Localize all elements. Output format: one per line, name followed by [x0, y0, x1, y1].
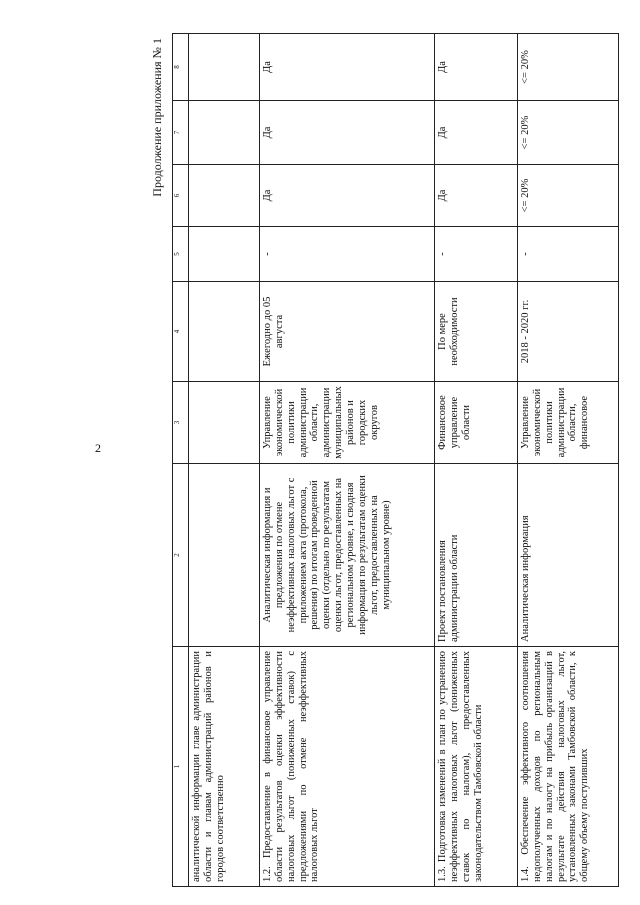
value-cell-5: -	[260, 227, 435, 282]
deadline-cell: Ежегодно до 05 августа	[260, 282, 435, 382]
result-form-cell: Аналитическая информация	[518, 464, 619, 647]
value-cell-7: Да	[260, 101, 435, 165]
value-cell-7	[189, 101, 260, 165]
deadline-cell	[189, 282, 260, 382]
value-cell-7: <= 20%	[518, 101, 619, 165]
measure-cell: 1.2. Предоставление в финансовое управление области результатов оценки эффективности налоговых льгот (пониженных ставок) с предложениями по отмене неэффективных налоговых льгот	[260, 647, 435, 887]
value-cell-6	[189, 165, 260, 227]
result-form-cell	[189, 464, 260, 647]
rotated-page-content	[150, 34, 640, 887]
result-form-cell: Проект постановления администрации области	[435, 464, 518, 647]
measures-table	[172, 33, 619, 887]
measure-cell: 1.3. Подготовка изменений в план по устранению неэффективных налоговых льгот (пониженных ставок по налогам), предоставленных законодательством Тамбовской области	[435, 647, 518, 887]
value-cell-8	[189, 34, 260, 101]
value-cell-8: <= 20%	[518, 34, 619, 101]
value-cell-5	[189, 227, 260, 282]
header-col-8: 8	[173, 34, 189, 101]
header-col-3: 3	[173, 382, 189, 464]
table-row	[260, 34, 435, 887]
table-row	[189, 34, 260, 887]
responsible-cell: Управление экономической политики администрации области, финансовое	[518, 382, 619, 464]
table-row	[435, 34, 518, 887]
value-cell-5: -	[518, 227, 619, 282]
header-col-2: 2	[173, 464, 189, 647]
header-col-7: 7	[173, 101, 189, 165]
responsible-cell: Финансовое управление области	[435, 382, 518, 464]
value-cell-5: -	[435, 227, 518, 282]
header-col-4: 4	[173, 282, 189, 382]
result-form-cell: Аналитическая информация и предложения по отмене неэффективных налоговых льгот с приложением акта (протокола, решения) по итогам проведенной оценки (отдельно по результатам оценки льгот, предоставленных на региональном уровне, и сводная информация по результатам оценки льгот, предоставленных на муниципальном уровне)	[260, 464, 435, 647]
measure-cell: 1.4. Обеспечение эффективного соотношения недополученных доходов по региональным налогам и по налогу на прибыль организаций в результате действия налоговых льгот, установленных законами Тамбовской области, к общему объему поступивших	[518, 647, 619, 887]
value-cell-6: Да	[435, 165, 518, 227]
measure-cell: аналитической информации главе администрации области и главам администраций районов и городов соответственно	[189, 647, 260, 887]
header-col-1: 1	[173, 647, 189, 887]
deadline-cell: 2018 - 2020 гг.	[518, 282, 619, 382]
responsible-cell: Управление экономической политики администрации области, администрации муниципальных районов и городских округов	[260, 382, 435, 464]
header-row	[173, 34, 189, 887]
continuation-label: Продолжение приложения № 1	[150, 38, 164, 197]
table-row	[518, 34, 619, 887]
value-cell-6: Да	[260, 165, 435, 227]
responsible-cell	[189, 382, 260, 464]
header-col-5: 5	[173, 227, 189, 282]
value-cell-8: Да	[435, 34, 518, 101]
deadline-cell: По мере необходимости	[435, 282, 518, 382]
header-col-6: 6	[173, 165, 189, 227]
value-cell-7: Да	[435, 101, 518, 165]
value-cell-8: Да	[260, 34, 435, 101]
value-cell-6: <= 20%	[518, 165, 619, 227]
page-number: 2	[95, 441, 101, 455]
